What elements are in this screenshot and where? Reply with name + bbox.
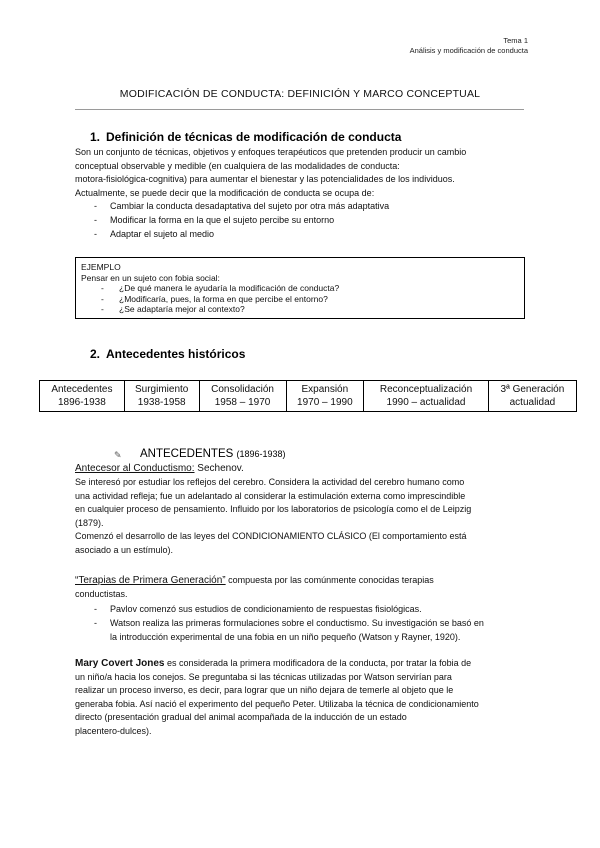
first-generation-paragraph: “Terapias de Primera Generación” compuesta por las comúnmente conocidas terapias conductistas.: [75, 575, 434, 599]
paragraph-line: Comenzó el desarrollo de las leyes del CONDICIONAMIENTO CLÁSICO (El comportamiento está: [75, 531, 467, 541]
list-item: - Modificar la forma en la que el sujeto percibe su entorno: [94, 215, 335, 225]
document-title: MODIFICACIÓN DE CONDUCTA: DEFINICIÓN Y MARCO CONCEPTUAL: [119, 88, 481, 100]
header-subject: Análisis y modificación de conducta: [409, 46, 528, 55]
paragraph-line: (1879).: [75, 517, 104, 528]
sechenov-paragraph: [75, 476, 527, 557]
period-cell: Expansión 1970 – 1990: [286, 381, 364, 412]
example-label: EJEMPLO: [81, 262, 121, 272]
paragraph-line: realizar un proceso inverso, es decir, para lograr que un niño dejara de temerle al objeto que le: [75, 685, 454, 695]
section2-number: 2.: [90, 347, 101, 361]
paragraph-line: generaba fobia. Así nació el experimento del pequeño Peter. Utilizaba la técnica de condicionamiento: [75, 698, 479, 709]
precursor-label: Antecesor al Conductismo:: [75, 463, 195, 474]
first-generation-bullets: [94, 602, 530, 644]
title-divider: [75, 109, 524, 110]
section1-paragraph: [75, 146, 527, 200]
list-item: - Pavlov comenzó sus estudios de condicionamiento de respuestas fisiológicas.: [94, 604, 422, 614]
paragraph-line: directo (presentación gradual del animal acompañada de la inducción de un estado: [75, 712, 407, 722]
header-topic: Tema 1: [503, 36, 528, 45]
section1-title: Definición de técnicas de modificación de conducta: [106, 130, 402, 144]
paragraph-line: Actualmente, se puede decir que la modificación de conducta se ocupa de:: [75, 187, 375, 198]
section1-bullets: [94, 199, 390, 241]
precursor-line: [75, 463, 244, 474]
paragraph-line: Se interesó por estudiar los reflejos del cerebro. Considera la actividad del cerebro humano como: [75, 477, 465, 487]
list-item: - Watson realiza las primeras formulaciones sobre el conductismo. Su investigación se basó en la introducción experimental de una fobia en un niño pequeño (Watson y Rayner, 1920).: [94, 618, 484, 642]
antecedentes-years: (1896-1938): [236, 449, 286, 459]
example-item: - ¿Se adaptaría mejor al contexto?: [101, 304, 245, 314]
period-cell: Reconceptualización 1990 – actualidad: [364, 381, 489, 412]
paragraph-line: motora-fisiológica-cognitiva) para aumentar el bienestar y las potencialidades de los individuos.: [75, 174, 455, 184]
period-cell: Antecedentes 1896-1938: [40, 381, 125, 412]
example-item: - ¿Modificaría, pues, la forma en que percibe el entorno?: [101, 293, 328, 304]
mary-covert-jones-paragraph: [75, 657, 527, 738]
antecedentes-title: ANTECEDENTES: [140, 448, 234, 460]
period-cell: Surgimiento 1938-1958: [124, 381, 199, 412]
antecedentes-heading: [114, 448, 286, 460]
paragraph-line: Son un conjunto de técnicas, objetivos y enfoques terapéuticos que pretenden producir un cambio: [75, 147, 467, 157]
example-box: [75, 257, 525, 319]
history-periods-table: [39, 380, 577, 412]
paragraph-line: conceptual observable y medible (en cualquiera de las modalidades de conducta:: [75, 160, 400, 171]
example-item: - ¿De qué manera le ayudaría la modificación de conducta?: [101, 283, 340, 293]
section2-heading: [90, 347, 245, 361]
paragraph-line: una actividad refleja; fue un adelantado al considerar la estimulación externa como imprescindible: [75, 490, 466, 501]
list-item: - Adaptar el sujeto al medio: [94, 229, 215, 239]
period-cell: 3ª Generación actualidad: [488, 381, 576, 412]
mary-covert-jones-name: Mary Covert Jones: [75, 658, 165, 669]
paragraph-line: en cualquier proceso de pensamiento. Influido por los laboratorios de psicología como el de Leipzig: [75, 504, 472, 514]
list-item: - Cambiar la conducta desadaptativa del sujeto por otra más adaptativa: [94, 201, 390, 211]
section1-number: 1.: [90, 130, 101, 144]
precursor-name: Sechenov.: [194, 463, 244, 474]
period-cell: Consolidación 1958 – 1970: [199, 381, 286, 412]
paragraph-line: asociado a un estímulo).: [75, 544, 174, 555]
section2-title: Antecedentes históricos: [106, 347, 246, 361]
pencil-icon: ✎: [114, 450, 122, 460]
first-generation-label: “Terapias de Primera Generación”: [75, 575, 226, 586]
paragraph-line: Mary Covert Jones es considerada la primera modificadora de la conducta, por tratar la fobia de: [75, 658, 472, 669]
paragraph-line: un niño/a hacia los conejos. Se preguntaba si las técnicas utilizadas por Watson servirían para: [75, 671, 452, 682]
section1-heading: [90, 130, 401, 144]
example-intro: Pensar en un sujeto con fobia social:: [81, 272, 220, 283]
paragraph-line: placentero-dulces).: [75, 725, 152, 736]
